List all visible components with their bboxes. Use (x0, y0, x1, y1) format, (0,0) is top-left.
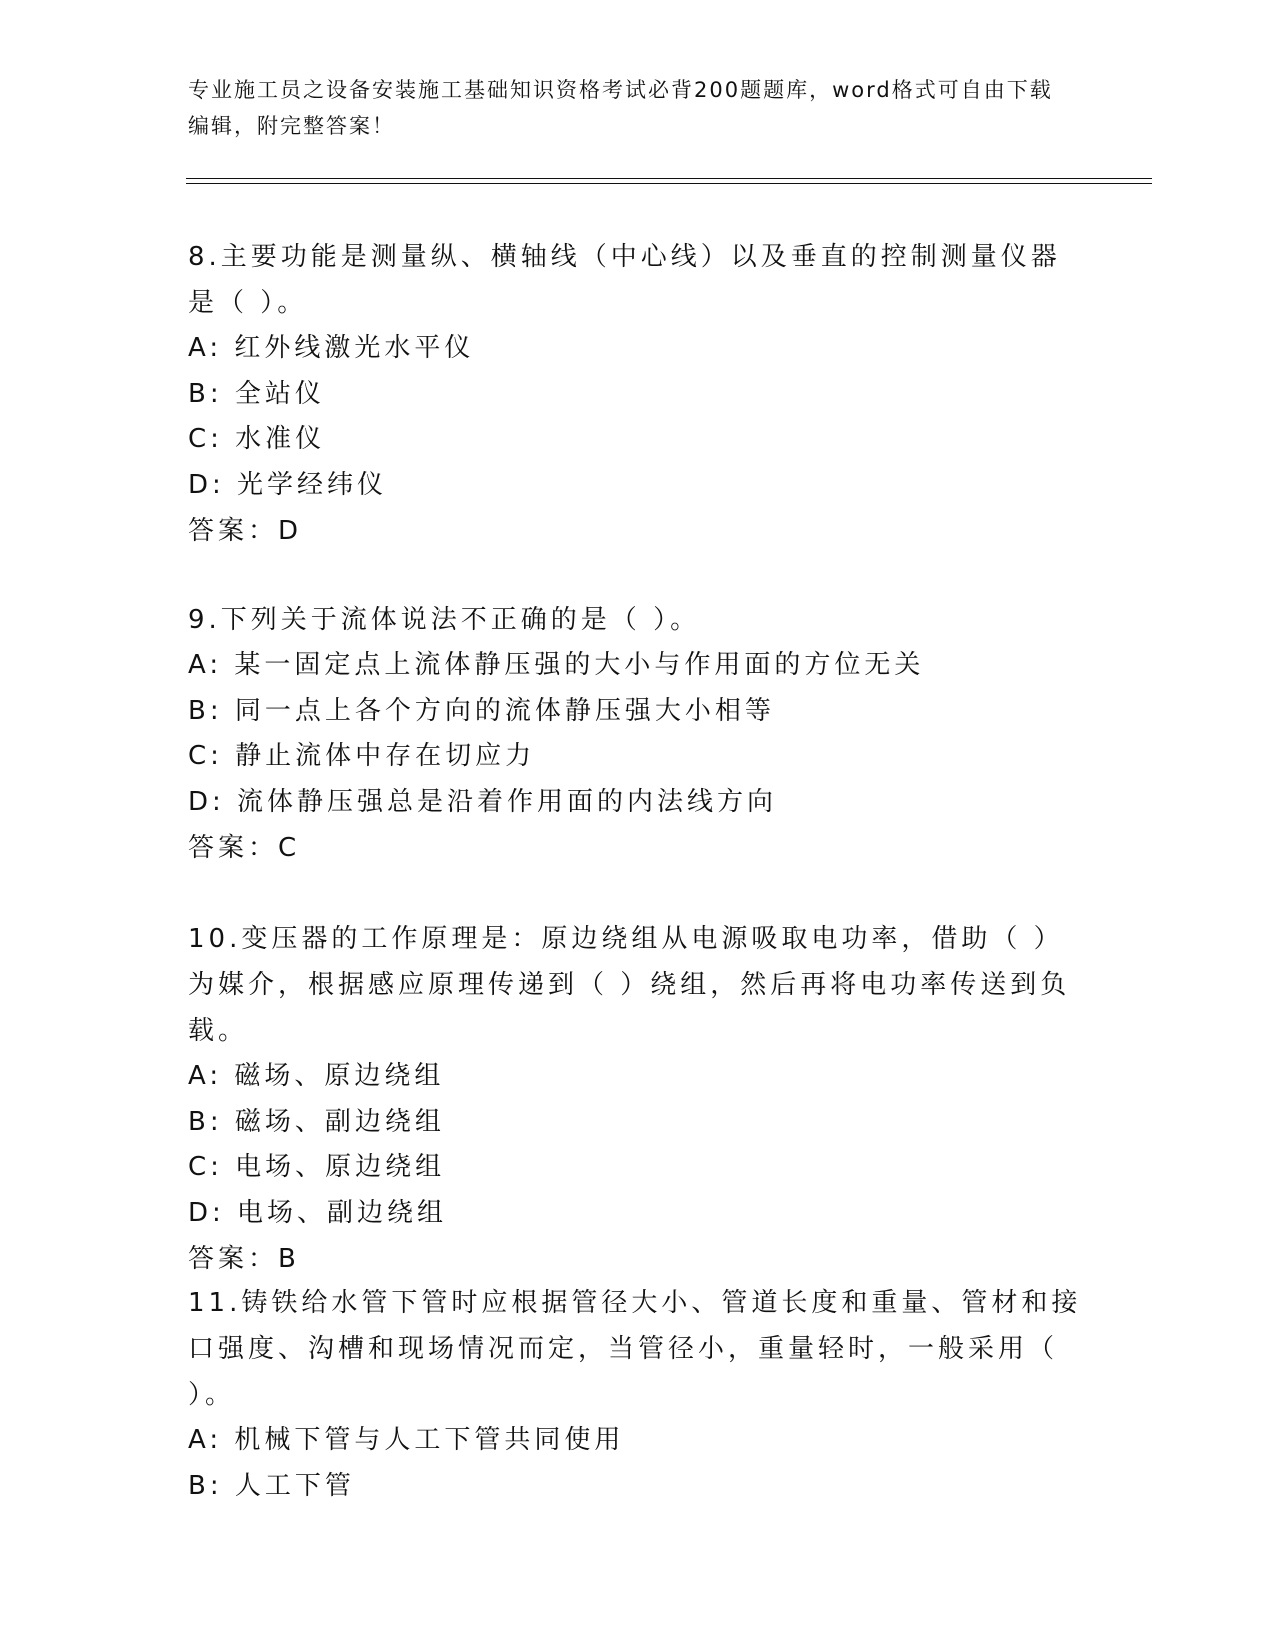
answer: 答案：C (188, 833, 301, 863)
option-a: A: 红外线激光水平仪 (188, 333, 475, 363)
question-stem: 9.下列关于流体说法不正确的是（ ）。 (188, 605, 701, 635)
document-title: 专业施工员之设备安装施工基础知识资格考试必背200题题库，word格式可自由下载编辑，附完整答案！ (188, 78, 1053, 138)
option-d: D: 电场、副边绕组 (188, 1197, 448, 1228)
option-a: A: 某一固定点上流体静压强的大小与作用面的方位无关 (188, 650, 925, 680)
option-a: A: 磁场、原边绕组 (188, 1061, 445, 1091)
question-9 (188, 597, 1088, 871)
question-10 (188, 916, 1088, 1282)
option-d: D: 光学经纬仪 (188, 469, 388, 500)
question-11 (188, 1280, 1088, 1509)
option-b: B: 人工下管 (188, 1470, 355, 1501)
question-8 (188, 234, 1088, 554)
option-c: C: 电场、原边绕组 (188, 1152, 446, 1182)
option-a: A: 机械下管与人工下管共同使用 (188, 1425, 625, 1455)
option-b: B: 同一点上各个方向的流体静压强大小相等 (188, 695, 775, 726)
header-divider-bottom (186, 183, 1152, 184)
answer: 答案：B (188, 1244, 300, 1274)
question-stem: 11.铸铁给水管下管时应根据管径大小、管道长度和重量、管材和接口强度、沟槽和现场情况而定，当管径小，重量轻时，一般采用（ ）。 (188, 1288, 1082, 1410)
document-header (188, 72, 1068, 144)
option-c: C: 水准仪 (188, 424, 326, 454)
option-b: B: 全站仪 (188, 378, 325, 409)
question-stem: 8.主要功能是测量纵、横轴线（中心线）以及垂直的控制测量仪器是（ ）。 (188, 242, 1061, 318)
answer: 答案：D (188, 516, 303, 546)
option-b: B: 磁场、副边绕组 (188, 1106, 445, 1137)
option-c: C: 静止流体中存在切应力 (188, 741, 536, 771)
option-d: D: 流体静压强总是沿着作用面的内法线方向 (188, 786, 778, 817)
question-stem: 10.变压器的工作原理是：原边绕组从电源吸取电功率，借助（ ）为媒介，根据感应原理传递到（ ）绕组，然后再将电功率传送到负载。 (188, 924, 1071, 1046)
header-divider-top (186, 178, 1152, 179)
